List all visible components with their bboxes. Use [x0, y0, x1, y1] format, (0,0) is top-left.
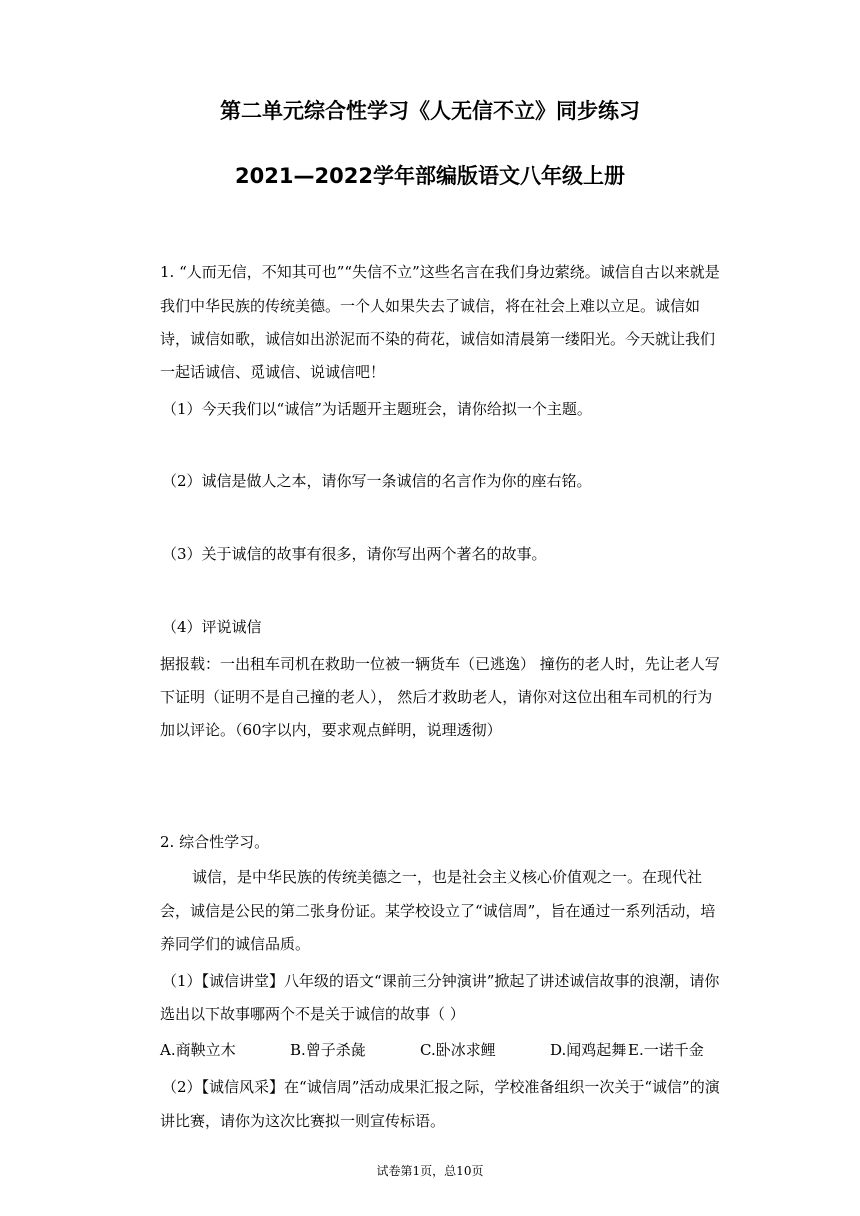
q1-part4-line: 下证明（证明不是自己撞的老人）， 然后才救助老人，请你对这位出租车司机的行为 [160, 688, 713, 706]
q1-part4-line: 据报载：一出租车司机在救助一位被一辆货车（已逃逸） 撞伤的老人时，先让老人写 [160, 655, 720, 673]
q2-intro-line: 诚信，是中华民族的传统美德之一，也是社会主义核心价值观之一。在现代社 [192, 868, 703, 886]
q1-part2: （2）诚信是做人之本，请你写一条诚信的名言作为你的座右铭。 [162, 472, 592, 490]
q1-intro-line: 诗，诚信如歌，诚信如出淤泥而不染的荷花，诚信如清晨第一缕阳光。今天就让我们 [160, 330, 716, 348]
q2-intro-line: 会，诚信是公民的第二张身份证。某学校设立了“诚信周”，旨在通过一系列活动，培 [160, 902, 716, 920]
q1-part4: （4）评说诚信 [162, 618, 262, 636]
q1-part1: （1）今天我们以“诚信”为话题开主题班会，请你给拟一个主题。 [162, 400, 592, 418]
q2-intro-line: 养同学们的诚信品质。 [160, 935, 311, 953]
q2-part1-line: 选出以下故事哪两个不是关于诚信的故事（ ） [160, 1005, 465, 1023]
page-title: 第二单元综合性学习《人无信不立》同步练习 [220, 99, 640, 123]
option-e: E.一诺千金 [628, 1041, 704, 1059]
q1-part4-line: 加以评论。（60字以内，要求观点鲜明，说理透彻） [160, 721, 502, 739]
q1-intro-line: 1. “人而无信，不知其可也”“失信不立”这些名言在我们身边萦绕。诚信自古以来就是 [160, 263, 720, 281]
q1-intro-line: 我们中华民族的传统美德。一个人如果失去了诚信，将在社会上难以立足。诚信如 [160, 297, 701, 315]
option-d: D.闻鸡起舞 [550, 1041, 627, 1059]
q2-part2-line: 讲比赛，请你为这次比赛拟一则宣传标语。 [160, 1112, 446, 1130]
q1-part3: （3）关于诚信的故事有很多，请你写出两个著名的故事。 [162, 545, 547, 563]
option-b: B.曾子杀彘 [290, 1041, 366, 1059]
option-a: A.商鞅立木 [160, 1041, 236, 1059]
q2-heading: 2. 综合性学习。 [160, 833, 270, 851]
q1-intro-line: 一起话诚信、觅诚信、说诚信吧！ [160, 363, 386, 381]
option-c: C.卧冰求鲤 [420, 1041, 496, 1059]
q2-part2-line: （2）【诚信风采】在“诚信周”活动成果汇报之际，学校准备组织一次关于“诚信”的演 [162, 1078, 720, 1096]
page-footer: 试卷第1页，总10页 [376, 1164, 484, 1178]
page-subtitle: 2021—2022学年部编版语文八年级上册 [235, 164, 625, 188]
q2-part1-line: （1）【诚信讲堂】八年级的语文“课前三分钟演讲”掀起了讲述诚信故事的浪潮，请你 [162, 972, 720, 990]
